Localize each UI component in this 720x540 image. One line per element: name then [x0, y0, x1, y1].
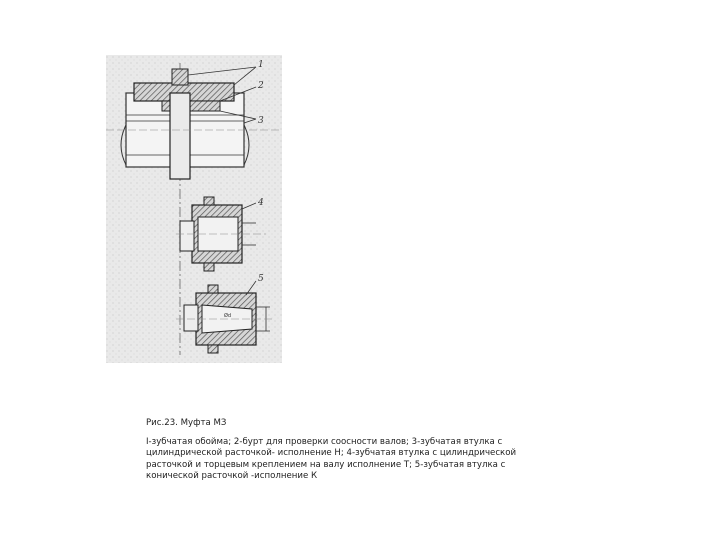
caption-line: расточкой и торцевым креплением на валу исполнение Т; 5-зубчатая втулка с: [146, 459, 506, 470]
callout-1: 1: [258, 60, 264, 70]
caption-title: Рис.23. Муфта МЗ: [146, 418, 227, 428]
figure-caption: [146, 418, 546, 483]
caption-line: цилиндрической расточкой- исполнение Н; 4-зубчатая втулка с цилиндрической: [146, 448, 517, 458]
coupling-drawing: [106, 55, 282, 363]
caption-line: I-зубчатая обойма; 2-бурт для проверки соосности валов; 3-зубчатая втулка с: [146, 436, 503, 447]
dimension-label: Ød: [224, 313, 232, 319]
caption-line: конической расточкой -исполнение К: [146, 471, 318, 481]
callout-2: 2: [258, 81, 264, 91]
callout-4: 4: [258, 198, 264, 208]
callout-3: 3: [258, 116, 264, 126]
callout-5: 5: [258, 274, 264, 284]
